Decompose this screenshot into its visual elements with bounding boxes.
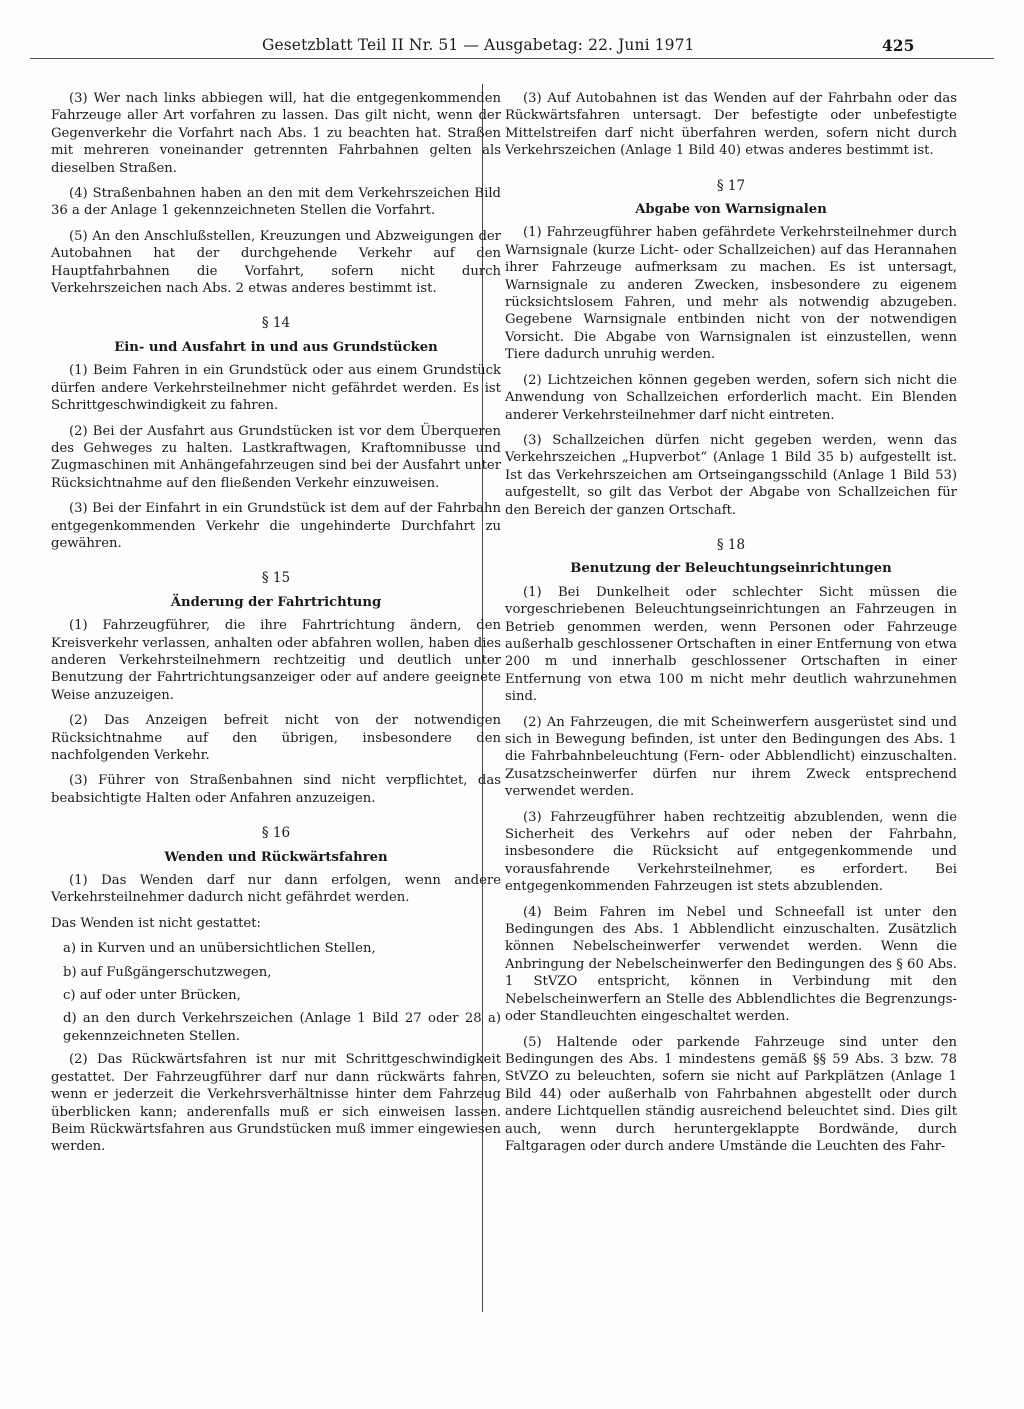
- page-number: 425: [882, 36, 915, 55]
- paragraph-17-1: (1) Fahrzeugführer haben gefährdete Verkehrsteilnehmer durch Warnsignale (kurze Licht- oder Schallzeichen) auf das Herannahen ihrer Fahrzeuge aufmerksam zu machen. Es ist untersagt, Warnsignale zu anderen Zwecken, insbesondere zu eigenem rücksichtslosem Fahren, und mehr als notwendig abzugeben. Gegebene Warnsignale entbinden nicht von der notwendigen Vorsicht. Die Abgabe von Warnsignalen ist einzustellen, wenn Tiere dadurch unruhig werden.: [505, 225, 957, 363]
- paragraph-15-1: (1) Fahrzeugführer, die ihre Fahrtrichtung ändern, den Kreisverkehr verlassen, anhalten oder abfahren wollen, haben dies anderen Verkehrsteilnehmern rechtzeitig und deutlich unter Benutzung der Fahrtrichtungsanzeiger oder auf andere geeignete Weise anzuzeigen.: [51, 618, 501, 703]
- paragraph-16-2: (2) Das Rückwärtsfahren ist nur mit Schrittgeschwindigkeit gestattet. Der Fahrzeugführer darf nur dann rückwärts fahren, wenn er jederzeit die Verkehrsverhältnisse hinter dem Fahrzeug überblicken kann; anderenfalls muß er sich einweisen lassen. Beim Rückwärtsfahren aus Grundstücken muß immer eingewiesen werden.: [51, 1052, 501, 1155]
- header-rule: [30, 58, 994, 59]
- section-15-title: Änderung der Fahrtrichtung: [170, 594, 382, 610]
- paragraph-18-3: (3) Fahrzeugführer haben rechtzeitig abzublenden, wenn die Sicherheit des Verkehrs auf oder neben der Fahrbahn, insbesondere die Rücksicht auf entgegenkommende und vorausfahrende Verkehrsteilnehmer, es erfordert. Bei entgegenkommenden Fahrzeugen ist stets abzublenden.: [505, 809, 957, 895]
- paragraph-14-3: (3) Bei der Einfahrt in ein Grundstück ist dem auf der Fahrbahn entgegenkommenden Verkehr die ungehinderte Durchfahrt zu gewähren.: [51, 501, 501, 551]
- paragraph-18-2: (2) An Fahrzeugen, die mit Scheinwerfern ausgerüstet sind und sich in Bewegung befinden, ist unter den Bedingungen des Abs. 1 die Fahrbahnbeleuchtung (Fern- oder Abblendlicht) einzuschalten. Zusatzscheinwerfer dürfen nur ihrem Zweck entsprechend verwendet werden.: [505, 714, 957, 800]
- paragraph-13-4: (4) Straßenbahnen haben an den mit dem Verkehrszeichen Bild 36 a der Anlage 1 gekennzeichneten Stellen die Vorfahrt.: [51, 186, 501, 219]
- section-17-number: § 17: [716, 177, 746, 194]
- paragraph-16-1: (1) Das Wenden darf nur dann erfolgen, wenn andere Verkehrsteilnehmer dadurch nicht gefährdet werden.: [51, 873, 501, 906]
- right-column: [505, 90, 957, 1163]
- paragraph-17-2: (2) Lichtzeichen können gegeben werden, sofern sich nicht die Anwendung von Schallzeichen erforderlich macht. Ein Blenden anderer Verkehrsteilnehmer darf nicht eintreten.: [505, 372, 957, 423]
- section-17-title: Abgabe von Warnsignalen: [635, 202, 827, 218]
- page-header: Gesetzblatt Teil II Nr. 51 — Ausgabetag: 22. Juni 1971: [262, 36, 695, 54]
- paragraph-16-1b: Das Wenden ist nicht gestattet:: [51, 915, 261, 931]
- paragraph-14-2: (2) Bei der Ausfahrt aus Grundstücken ist vor dem Überqueren des Gehweges zu halten. Lastkraftwagen, Kraftomnibusse und Zugmaschinen mit Anhängefahrzeugen sind bei der Ausfahrt unter Rücksichtnahme auf den fließenden Verkehr einzuweisen.: [51, 423, 501, 491]
- list-item-d: d) an den durch Verkehrszeichen (Anlage 1 Bild 27 oder 28 a) gekennzeichneten Stellen.: [63, 1011, 501, 1044]
- paragraph-14-1: (1) Beim Fahren in ein Grundstück oder aus einem Grundstück dürfen andere Verkehrsteilnehmer nicht gefährdet werden. Es ist Schrittgeschwindigkeit zu fahren.: [51, 363, 501, 414]
- paragraph-17-3: (3) Schallzeichen dürfen nicht gegeben werden, wenn das Verkehrszeichen „Hupverbot“ (Anlage 1 Bild 35 b) aufgestellt ist. Ist das Verkehrszeichen am Ortseingangsschild (Anlage 1 Bild 53) aufgestellt, so gilt das Verbot der Abgabe von Schallzeichen für den Bereich der ganzen Ortschaft.: [505, 432, 957, 518]
- section-18-title: Benutzung der Beleuchtungseinrichtungen: [570, 561, 892, 577]
- section-18-number: § 18: [716, 536, 746, 553]
- section-14-number: § 14: [261, 315, 291, 332]
- paragraph-18-5: (5) Haltende oder parkende Fahrzeuge sind unter den Bedingungen des Abs. 1 mindestens gemäß §§ 59 Abs. 3 bzw. 78 StVZO zu beleuchten, sofern sie nicht auf Parkplätzen (Anlage 1 Bild 44) oder außerhalb von Fahrbahnen abgestellt oder durch andere Lichtquellen ständig ausreichend beleuchtet sind. Dies gilt auch, wenn durch heruntergeklappte Bordwände, durch Faltgaragen oder durch andere Umstände die Leuchten des Fahr-: [505, 1034, 957, 1154]
- paragraph-16-3: (3) Auf Autobahnen ist das Wenden auf der Fahrbahn oder das Rückwärtsfahren untersagt. Der befestigte oder unbefestigte Mittelstreifen darf nicht überfahren werden, sofern nicht durch Verkehrszeichen (Anlage 1 Bild 40) etwas anderes bestimmt ist.: [505, 91, 957, 159]
- section-14-title: Ein- und Ausfahrt in und aus Grundstücken: [114, 339, 438, 355]
- paragraph-15-3: (3) Führer von Straßenbahnen sind nicht verpflichtet, das beabsichtigte Halten oder Anfahren anzuzeigen.: [51, 773, 501, 806]
- paragraph-15-2: (2) Das Anzeigen befreit nicht von der notwendigen Rücksichtnahme auf den übrigen, insbesondere den nachfolgenden Verkehr.: [51, 713, 501, 763]
- section-16-number: § 16: [261, 825, 291, 842]
- paragraph-18-4: (4) Beim Fahren im Nebel und Schneefall ist unter den Bedingungen des Abs. 1 Abblendlicht einzuschalten. Zusätzlich können Nebelscheinwerfer verwendet werden. Wenn die Anbringung der Nebelscheinwerfer den Bedingungen des § 60 Abs. 1 StVZO entspricht, können in Verbindung mit den Nebelscheinwerfern an Stelle des Abblendlichtes die Begrenzungs- oder Standleuchten eingeschaltet werden.: [505, 904, 957, 1025]
- section-15-number: § 15: [261, 570, 291, 587]
- list-item-a: a) in Kurven und an unübersichtlichen Stellen,: [63, 941, 376, 957]
- left-column: [51, 90, 501, 1164]
- paragraph-18-1: (1) Bei Dunkelheit oder schlechter Sicht müssen die vorgeschriebenen Beleuchtungseinrichtungen an Fahrzeugen in Betrieb genommen werden, wenn Personen oder Fahrzeuge außerhalb geschlossener Ortschaften in einer Entfernung von etwa 200 m und innerhalb geschlossener Ortschaften in einer Entfernung von etwa 100 m nicht mehr deutlich wahrzunehmen sind.: [505, 584, 957, 705]
- list-item-b: b) auf Fußgängerschutzwegen,: [63, 964, 272, 980]
- section-16-title: Wenden und Rückwärtsfahren: [164, 849, 388, 865]
- paragraph-13-3: (3) Wer nach links abbiegen will, hat die entgegenkommenden Fahrzeuge aller Art vorfahren zu lassen. Das gilt nicht, wenn der Gegenverkehr die Vorfahrt nach Abs. 1 zu beachten hat. Straßen mit mehreren voneinander getrennten Fahrbahnen gelten als dieselben Straßen.: [51, 91, 501, 176]
- paragraph-13-5: (5) An den Anschlußstellen, Kreuzungen und Abzweigungen der Autobahnen hat der durchgehende Verkehr auf den Hauptfahrbahnen die Vorfahrt, sofern nicht durch Verkehrszeichen nach Abs. 2 etwas anderes bestimmt ist.: [51, 228, 501, 297]
- list-item-c: c) auf oder unter Brücken,: [63, 988, 241, 1004]
